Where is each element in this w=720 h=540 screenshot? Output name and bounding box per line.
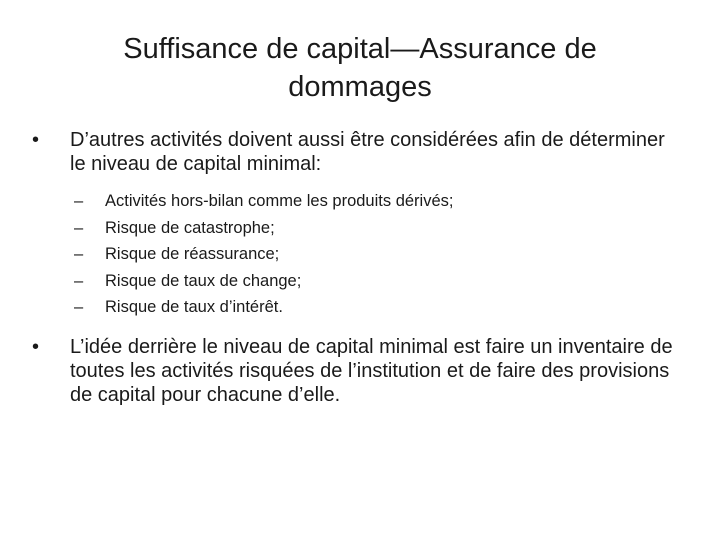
bullet-item — [30, 128, 680, 176]
sub-bullet-text: Activités hors-bilan comme les produits dérivés; — [105, 192, 454, 210]
dash-mark: – — [74, 218, 84, 237]
sub-bullet-item — [30, 294, 680, 321]
dash-mark: – — [74, 271, 84, 290]
sub-bullet-item — [30, 268, 680, 295]
sub-bullet-text: Risque de taux de change; — [105, 271, 302, 290]
sub-bullet-item — [30, 241, 680, 268]
slide-body — [30, 128, 680, 419]
bullet-dot: • — [32, 335, 40, 358]
sub-bullet-text: Risque de taux d’intérêt. — [105, 298, 283, 316]
bullet-text: D’autres activités doivent aussi être considérées afin de déterminer le niveau de capital minimal: — [70, 129, 665, 175]
sub-bullet-text: Risque de catastrophe; — [105, 218, 275, 237]
bullet-dot: • — [32, 129, 40, 151]
sub-bullet-text: Risque de réassurance; — [105, 245, 280, 263]
slide-title-line-1: Suffisance de capital—Assurance de — [123, 33, 597, 65]
dash-mark: – — [74, 245, 84, 263]
bullet-text: L’idée derrière le niveau de capital minimal est faire un inventaire de toutes les activités risquées de l’institution et de faire des provisions de capital pour chacune d’elle. — [70, 335, 673, 406]
dash-mark: – — [74, 192, 84, 210]
sub-bullet-item — [30, 215, 680, 242]
dash-mark: – — [74, 298, 84, 316]
slide-title — [60, 30, 660, 106]
sub-bullet-list — [30, 188, 680, 321]
sub-bullet-item — [30, 188, 680, 215]
bullet-item — [30, 335, 680, 407]
slide-title-line-2: dommages — [288, 71, 432, 103]
